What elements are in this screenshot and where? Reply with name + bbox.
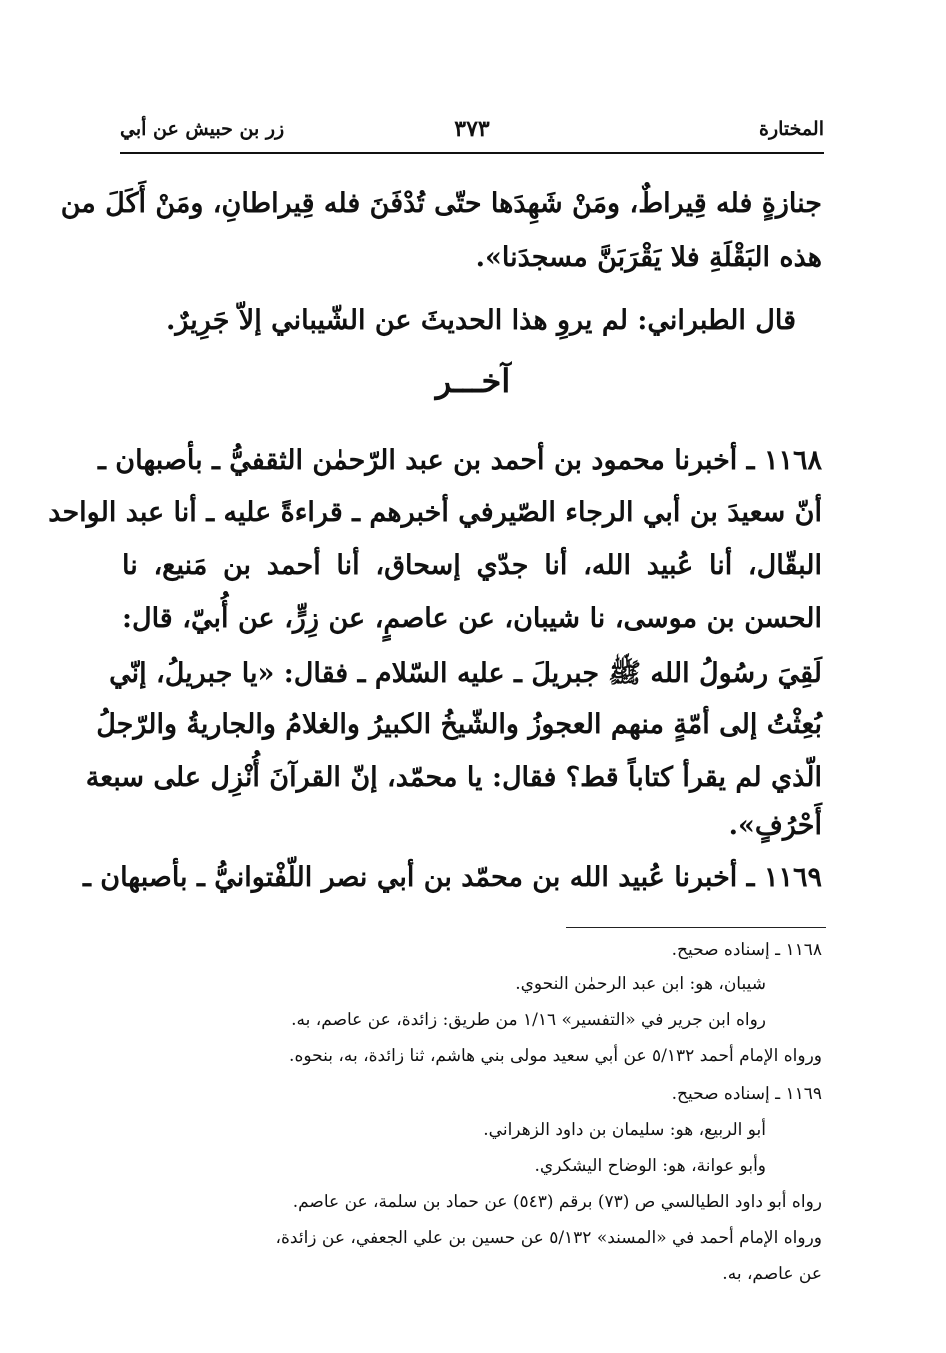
- footnote-separator: [566, 927, 826, 928]
- footnote-entry-1169: [672, 1084, 822, 1104]
- hadith-line: أنّ سعيدَ بن أبي الرجاء الصّيرفي أخبرهم ـ قراءةً عليه ـ أنا عبد الواحد: [48, 497, 822, 528]
- footnote-text: إسناده صحيح.: [671, 940, 770, 960]
- hadith-line: أَحْرُفٍ».: [728, 810, 822, 841]
- chapter-title: زر بن حبيش عن أبي: [120, 118, 285, 140]
- footnote-text: رواه أبو داود الطيالسي ص (٧٣) برقم (٥٤٣) عن حماد بن سلمة، عن عاصم.: [292, 1192, 822, 1212]
- footnote-number: ١١٦٨ ـ: [775, 940, 822, 960]
- hadith-line: ١١٦٨ ـ أخبرنا محمود بن أحمد بن عبد الرّحمٰن الثقفيُّ ـ بأصبهان ـ: [97, 445, 822, 476]
- footnote-text: رواه ابن جرير في «التفسير» ١/١٦ من طريق: زائدة، عن عاصم، به.: [291, 1010, 766, 1030]
- book-title: المختارة: [759, 118, 824, 140]
- body-line: هذه البَقْلَةِ فلا يَقْرَبَنَّ مسجدَنا».: [475, 242, 822, 273]
- section-title: آخـــر: [435, 362, 511, 400]
- footnote-text: ورواه الإمام أحمد في «المسند» ٥/١٣٢ عن حسين بن علي الجعفي، عن زائدة،: [275, 1228, 822, 1248]
- footnote-number: ١١٦٩ ـ: [775, 1084, 822, 1104]
- hadith-line: الحسن بن موسى، نا شيبان، عن عاصمٍ، عن زِرٍّ، عن أُبيّ، قال:: [122, 603, 822, 634]
- footnote-text: إسناده صحيح.: [671, 1084, 770, 1104]
- hadith-line: ١١٦٩ ـ أخبرنا عُبيد الله بن محمّد بن أبي نصر اللّفْتوانيُّ ـ بأصبهان ـ: [82, 862, 822, 893]
- hadith-line: البقّال، أنا عُبيد الله، أنا جدّي إسحاق، أنا أحمد بن مَنيع، نا: [122, 550, 822, 581]
- footnote-text: وأبو عوانة، هو: الوضاح اليشكري.: [534, 1156, 766, 1176]
- tabarani-note: قال الطبراني: لم يروِ هذا الحديثَ عن الشّيباني إلاّ جَرِيرٌ.: [166, 305, 796, 336]
- page-number: ٣٧٣: [454, 116, 490, 142]
- hadith-line: الّذي لم يقرأ كتاباً قط؟ فقال: يا محمّد، إنّ القرآنَ أُنْزِل على سبعة: [85, 762, 822, 793]
- hadith-line: بُعِثْتُ إلى أمّةٍ منهم العجوزُ والشّيخُ الكبيرُ والغلامُ والجاريةُ والرّجلُ: [96, 709, 822, 740]
- footnote-text: أبو الربيع، هو: سليمان بن داود الزهراني.: [483, 1120, 766, 1140]
- body-line: جنازةٍ فله قِيراطٌ، ومَنْ شَهِدَها حتّى تُدْفَنَ فله قِيراطانِ، ومَنْ أَكَلَ من: [60, 188, 822, 219]
- footnote-text: ورواه الإمام أحمد ٥/١٣٢ عن أبي سعيد مولى بني هاشم، ثنا زائدة، به، بنحوه.: [289, 1046, 822, 1066]
- footnote-entry-1168: [672, 940, 822, 960]
- footnote-text: عن عاصم، به.: [722, 1264, 822, 1284]
- hadith-line: لَقِيَ رسُولُ الله ﷺ جبريلَ ـ عليه السّلام ـ فقال: «يا جبريلُ، إنّي: [109, 658, 822, 689]
- footnote-text: شيبان، هو: ابن عبد الرحمٰن النحوي.: [515, 974, 766, 994]
- running-head: [120, 112, 824, 154]
